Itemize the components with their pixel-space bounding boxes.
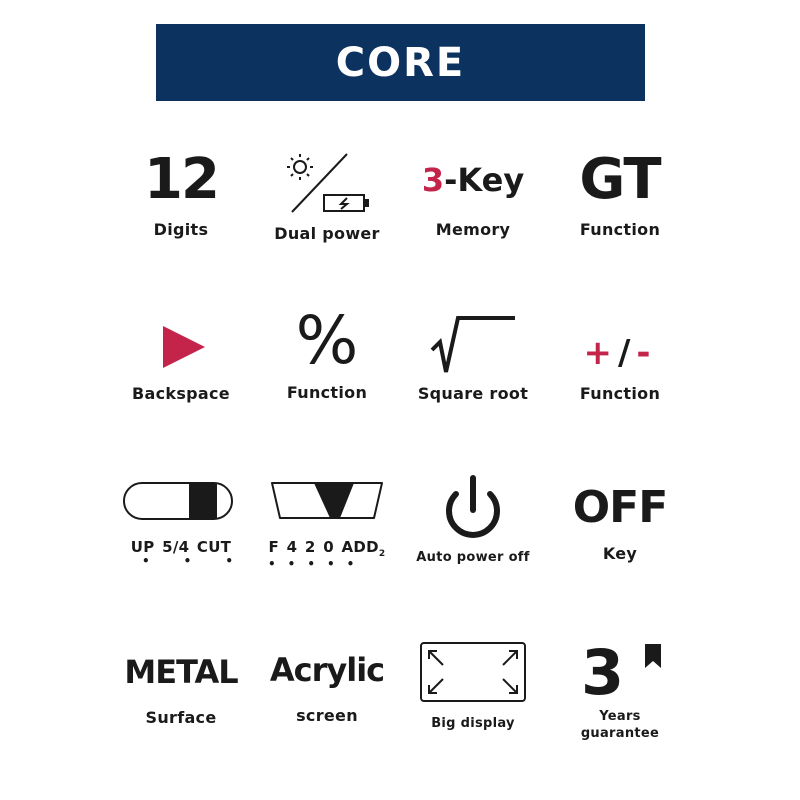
sun-battery-icon: [252, 150, 402, 216]
feature-decimal-switch: [252, 480, 402, 569]
off-value: OFF: [572, 482, 668, 533]
power-icon: [398, 472, 548, 544]
metal-value: METAL: [124, 653, 238, 691]
feature-guarantee: [545, 636, 695, 742]
gt-label: Function: [579, 220, 661, 239]
feature-backspace: [106, 322, 256, 403]
minus-sign: -: [636, 333, 657, 373]
square-root-icon: [398, 312, 548, 376]
memory-number: 3: [421, 161, 445, 199]
plus-sign: +: [583, 333, 618, 373]
decimal-option-add-subscript: 2: [378, 549, 386, 559]
feature-big-display: [398, 640, 548, 731]
digits-label: Digits: [153, 220, 209, 239]
decimal-dots: •••••: [268, 557, 367, 571]
sqrt-label: Square root: [417, 384, 529, 403]
decimal-option-2: 2: [304, 538, 316, 556]
expand-arrows-icon: [398, 640, 548, 704]
feature-percent: [252, 302, 402, 402]
auto-power-label: Auto power off: [416, 550, 530, 565]
bookmark-icon: [645, 644, 661, 668]
memory-text: -Key: [444, 161, 525, 199]
gt-value: GT: [579, 147, 661, 212]
decimal-option-f: F: [268, 538, 280, 556]
decimal-options: [252, 538, 402, 559]
header-banner: [156, 24, 645, 101]
feature-rounding-switch: [106, 480, 268, 568]
percent-label: Function: [286, 383, 368, 402]
decimal-selector-icon: [252, 480, 402, 522]
guarantee-figure: [545, 636, 695, 709]
feature-plus-minus: [545, 333, 695, 403]
acrylic-label: screen: [296, 706, 358, 725]
guarantee-label-years: Years: [599, 709, 641, 724]
rounding-dots: •••: [142, 554, 268, 568]
metal-label: Surface: [145, 708, 217, 727]
rounding-option-cut: CUT: [196, 538, 232, 556]
feature-auto-power: [398, 472, 548, 565]
big-display-label: Big display: [431, 716, 515, 731]
plus-minus-label: Function: [579, 384, 661, 403]
acrylic-value: Acrylic: [269, 651, 385, 689]
memory-label: Memory: [435, 220, 511, 239]
feature-acrylic: [248, 651, 406, 725]
off-key-label: Key: [602, 544, 638, 563]
backspace-label: Backspace: [132, 384, 230, 403]
feature-metal: [100, 653, 262, 727]
rounding-option-up: UP: [130, 538, 155, 556]
feature-dual-power: [252, 150, 402, 243]
feature-digits: [106, 147, 256, 239]
slash-sign: /: [617, 333, 637, 373]
digits-value: 12: [144, 147, 218, 212]
feature-memory: [398, 161, 548, 239]
feature-gt: [545, 147, 695, 239]
guarantee-value: 3: [581, 636, 625, 709]
slider-switch-icon: [106, 480, 256, 522]
decimal-option-0: 0: [323, 538, 334, 556]
banner-title: CORE: [335, 39, 466, 86]
decimal-option-add: [341, 538, 386, 559]
decimal-option-4: 4: [286, 538, 298, 556]
memory-value: [398, 161, 548, 199]
play-triangle-icon: [106, 322, 256, 372]
feature-sqrt: [398, 312, 548, 403]
feature-off-key: [545, 482, 695, 563]
dual-power-label: Dual power: [274, 224, 380, 243]
percent-symbol: %: [295, 302, 359, 379]
rounding-option-54: 5/4: [162, 538, 190, 556]
guarantee-label-guarantee: guarantee: [580, 726, 660, 741]
decimal-option-add-text: ADD: [341, 538, 379, 556]
plus-minus-value: [545, 333, 695, 373]
